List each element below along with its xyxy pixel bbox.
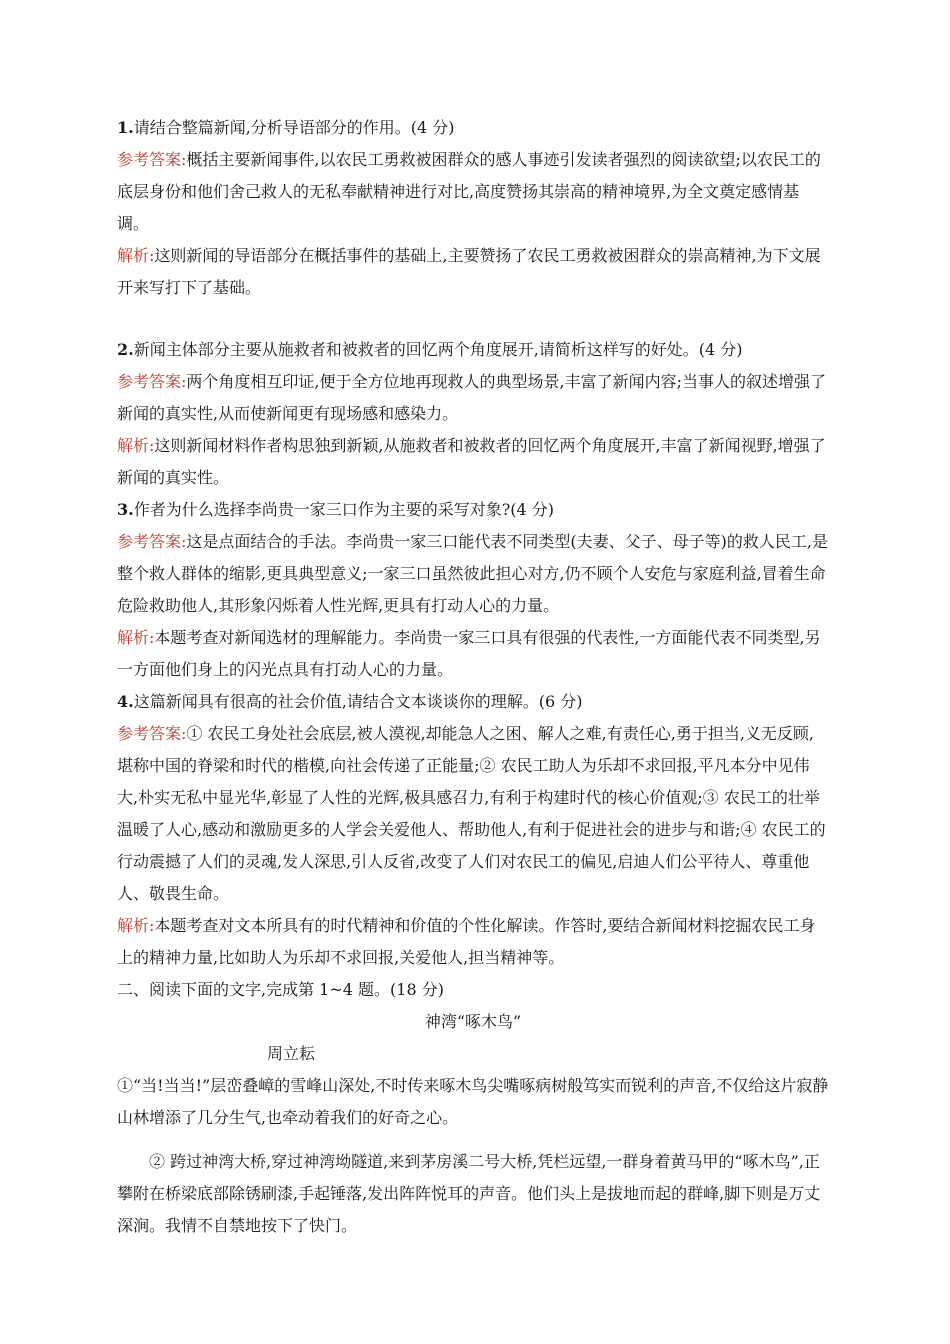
question-4-text: 这篇新闻具有很高的社会价值,请结合文本谈谈你的理解。(6 分) (133, 692, 583, 711)
question-1 (117, 112, 829, 144)
question-4 (117, 686, 829, 718)
question-3 (117, 494, 829, 526)
question-2-number: 2. (117, 340, 134, 359)
question-1-number: 1. (117, 118, 134, 137)
article-paragraph-1: ①“当!当当!”层峦叠嶂的雪峰山深处,不时传来啄木鸟尖嘴啄病树般笃实而锐利的声音,不仅给这片寂静山林增添了几分生气,也牵动着我们的好奇之心。 (117, 1076, 829, 1127)
question-1-text: 请结合整篇新闻,分析导语部分的作用。(4 分) (133, 118, 455, 137)
answer-2-text: 两个角度相互印证,便于全方位地再现救人的典型场景,丰富了新闻内容;当事人的叙述增强了新闻的真实性,从而使新闻更有现场感和感染力。 (117, 372, 826, 423)
analysis-2-text: 这则新闻材料作者构思独到新颖,从施救者和被救者的回忆两个角度展开,丰富了新闻视野,增强了新闻的真实性。 (117, 436, 826, 487)
answer-1-label: 参考答案: (117, 150, 187, 169)
question-3-number: 3. (117, 500, 134, 519)
article-paragraph-2: ② 跨过神湾大桥,穿过神湾坳隧道,来到茅房溪二号大桥,凭栏远望,一群身着黄马甲的“啄木鸟”,正攀附在桥梁底部除锈刷漆,手起锤落,发出阵阵悦耳的声音。他们头上是拔地而起的群峰,脚下则是万丈深涧。我情不自禁地按下了快门。 (117, 1152, 821, 1235)
answer-3-label: 参考答案: (117, 532, 187, 551)
answer-2 (117, 366, 829, 430)
answer-2-label: 参考答案: (117, 372, 187, 391)
analysis-2-label: 解析: (117, 436, 155, 455)
analysis-3-label: 解析: (117, 628, 155, 647)
answer-4-label: 参考答案: (117, 724, 187, 743)
analysis-3-text: 本题考查对新闻选材的理解能力。李尚贵一家三口具有很强的代表性,一方面能代表不同类型,另一方面他们身上的闪光点具有打动人心的力量。 (117, 628, 821, 679)
section-heading: 二、阅读下面的文字,完成第 1~4 题。(18 分) (117, 980, 444, 999)
spacer (117, 1134, 829, 1146)
document-page (117, 112, 829, 1242)
answer-1-text: 概括主要新闻事件,以农民工勇救被困群众的感人事迹引发读者强烈的阅读欲望;以农民工的底层身份和他们舍己救人的无私奉献精神进行对比,高度赞扬其崇高的精神境界,为全文奠定感情基调。 (117, 150, 821, 233)
analysis-4 (117, 910, 829, 974)
analysis-4-label: 解析: (117, 916, 155, 935)
answer-4-text: ① 农民工身处社会底层,被人漠视,却能急人之困、解人之难,有责任心,勇于担当,义无反顾,堪称中国的脊梁和时代的楷模,向社会传递了正能量;② 农民工助人为乐却不求回报,平凡本分中见伟大,朴实无私中显光华,彰显了人性的光辉,极具感召力,有利于构建时代的核心价值观;③ 农民工的壮举温暖了人心,感动和激励更多的人学会关爱他人、帮助他人,有利于促进社会的进步与和谐;④ 农民工的行动震撼了人们的灵魂,发人深思,引人反省,改变了人们对农民工的偏见,启迪人们公平待人、尊重他人、敬畏生命。 (117, 724, 826, 903)
answer-1 (117, 144, 829, 240)
answer-4 (117, 718, 829, 910)
question-4-number: 4. (117, 692, 134, 711)
answer-3 (117, 526, 829, 622)
analysis-4-text: 本题考查对文本所具有的时代精神和价值的个性化解读。作答时,要结合新闻材料挖掘农民工身上的精神力量,比如助人为乐却不求回报,关爱他人,担当精神等。 (117, 916, 816, 967)
analysis-1 (117, 240, 829, 304)
question-2-text: 新闻主体部分主要从施救者和被救者的回忆两个角度展开,请简析这样写的好处。(4 分) (133, 340, 743, 359)
answer-3-text: 这是点面结合的手法。李尚贵一家三口能代表不同类型(夫妻、父子、母子等)的救人民工,是整个救人群体的缩影,更具典型意义;一家三口虽然彼此担心对方,仍不顾个人安危与家庭利益,冒着生命危险救助他人,其形象闪烁着人性光辉,更具有打动人心的力量。 (117, 532, 828, 615)
analysis-1-label: 解析: (117, 246, 155, 265)
analysis-1-text: 这则新闻的导语部分在概括事件的基础上,主要赞扬了农民工勇救被困群众的崇高精神,为下文展开来写打下了基础。 (117, 246, 821, 297)
analysis-3 (117, 622, 829, 686)
question-2 (117, 334, 829, 366)
analysis-2 (117, 430, 829, 494)
spacer (117, 304, 829, 334)
article-author: 周立耘 (267, 1044, 316, 1063)
article-title: 神湾“啄木鸟” (424, 1012, 522, 1031)
question-3-text: 作者为什么选择李尚贵一家三口作为主要的采写对象?(4 分) (133, 500, 555, 519)
